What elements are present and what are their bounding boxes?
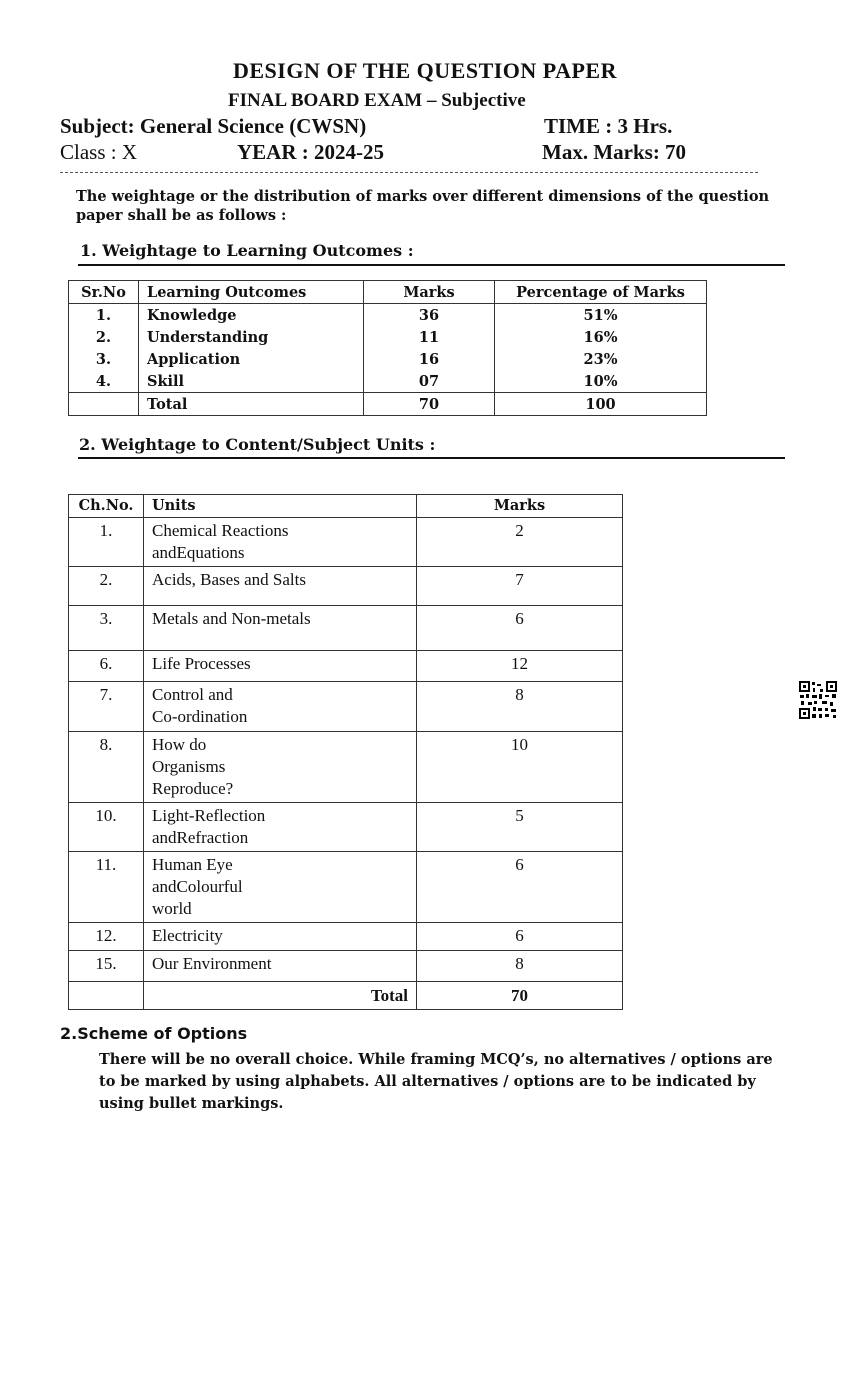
cell: 6	[417, 606, 623, 651]
outcomes-table	[68, 280, 707, 416]
cell: 2.	[69, 567, 144, 606]
cell: 6	[417, 852, 623, 923]
intro-text: The weightage or the distribution of marks over different dimensions of the question paper shall be as follows :	[76, 188, 770, 224]
cell: 10.	[69, 803, 144, 852]
cell: How do Organisms Reproduce?	[144, 732, 417, 803]
cell: 7.	[69, 682, 144, 732]
table-row	[69, 852, 623, 923]
cell: Human Eye andColourful world	[144, 852, 417, 923]
cell: Acids, Bases and Salts	[144, 567, 417, 606]
cell: 5	[417, 803, 623, 852]
table-row	[69, 606, 623, 651]
qr-code-icon	[798, 680, 838, 720]
section2-rule	[78, 457, 785, 459]
table-row	[69, 518, 623, 567]
cell: 10	[417, 732, 623, 803]
total-row	[69, 393, 707, 416]
table-row	[69, 348, 707, 370]
cell: 11	[364, 326, 495, 348]
cell: 8.	[69, 732, 144, 803]
cell: Light-Reflection andRefraction	[144, 803, 417, 852]
col-header: Marks	[364, 281, 495, 304]
cell: 6	[417, 923, 623, 951]
dashed-divider	[60, 172, 758, 173]
table-row	[69, 923, 623, 951]
year-label: YEAR : 2024-25	[237, 140, 384, 164]
cell: 51%	[495, 304, 707, 327]
cell: Electricity	[144, 923, 417, 951]
cell: 10%	[495, 370, 707, 393]
cell: 4.	[69, 370, 139, 393]
cell: 7	[417, 567, 623, 606]
options-body: There will be no overall choice. While framing MCQ’s, no alternatives / options are to be marked by using alphabets. All alternatives / options are to be indicated by using bullet markings.	[99, 1051, 773, 1112]
cell: 8	[417, 682, 623, 732]
cell: 3.	[69, 606, 144, 651]
cell	[69, 393, 139, 416]
cell: Application	[139, 348, 364, 370]
cell: 100	[495, 393, 707, 416]
cell: Skill	[139, 370, 364, 393]
cell: 6.	[69, 651, 144, 682]
cell: Knowledge	[139, 304, 364, 327]
cell: Total	[139, 393, 364, 416]
col-header: Percentage of Marks	[495, 281, 707, 304]
section2-heading: 2. Weightage to Content/Subject Units :	[79, 435, 436, 454]
col-header: Marks	[417, 495, 623, 518]
col-header: Ch.No.	[69, 495, 144, 518]
cell: 1.	[69, 518, 144, 567]
table-row	[69, 304, 707, 327]
cell: 2.	[69, 326, 139, 348]
section1-rule	[78, 264, 785, 266]
total-row	[69, 982, 623, 1010]
table-row	[69, 370, 707, 393]
page-title: DESIGN OF THE QUESTION PAPER	[233, 58, 617, 83]
cell: 2	[417, 518, 623, 567]
table-row	[69, 951, 623, 982]
total-label: Total	[144, 982, 417, 1010]
cell: 16%	[495, 326, 707, 348]
class-label: Class : X	[60, 140, 138, 164]
table-row	[69, 326, 707, 348]
cell: 07	[364, 370, 495, 393]
cell	[69, 982, 144, 1010]
total-marks: 70	[417, 982, 623, 1010]
cell: 12.	[69, 923, 144, 951]
section1-heading: 1. Weightage to Learning Outcomes :	[80, 241, 414, 260]
max-marks-label: Max. Marks: 70	[542, 140, 687, 164]
units-table	[68, 494, 623, 1010]
table-row	[69, 803, 623, 852]
cell: 36	[364, 304, 495, 327]
cell: 1.	[69, 304, 139, 327]
cell: 11.	[69, 852, 144, 923]
cell: Life Processes	[144, 651, 417, 682]
cell: Our Environment	[144, 951, 417, 982]
table-row	[69, 567, 623, 606]
col-header: Sr.No	[69, 281, 139, 304]
table-row	[69, 651, 623, 682]
cell: Control and Co-ordination	[144, 682, 417, 732]
cell: 3.	[69, 348, 139, 370]
table-row	[69, 732, 623, 803]
subject-label: Subject: General Science (CWSN)	[60, 114, 367, 138]
cell: 23%	[495, 348, 707, 370]
cell: 15.	[69, 951, 144, 982]
cell: Metals and Non-metals	[144, 606, 417, 651]
options-heading: 2.Scheme of Options	[60, 1024, 248, 1043]
exam-subtitle: FINAL BOARD EXAM – Subjective	[228, 90, 526, 111]
cell: Chemical Reactions andEquations	[144, 518, 417, 567]
cell: Understanding	[139, 326, 364, 348]
col-header: Units	[144, 495, 417, 518]
time-label: TIME : 3 Hrs.	[544, 114, 673, 138]
table-row	[69, 682, 623, 732]
col-header: Learning Outcomes	[139, 281, 364, 304]
cell: 70	[364, 393, 495, 416]
cell: 12	[417, 651, 623, 682]
cell: 8	[417, 951, 623, 982]
cell: 16	[364, 348, 495, 370]
